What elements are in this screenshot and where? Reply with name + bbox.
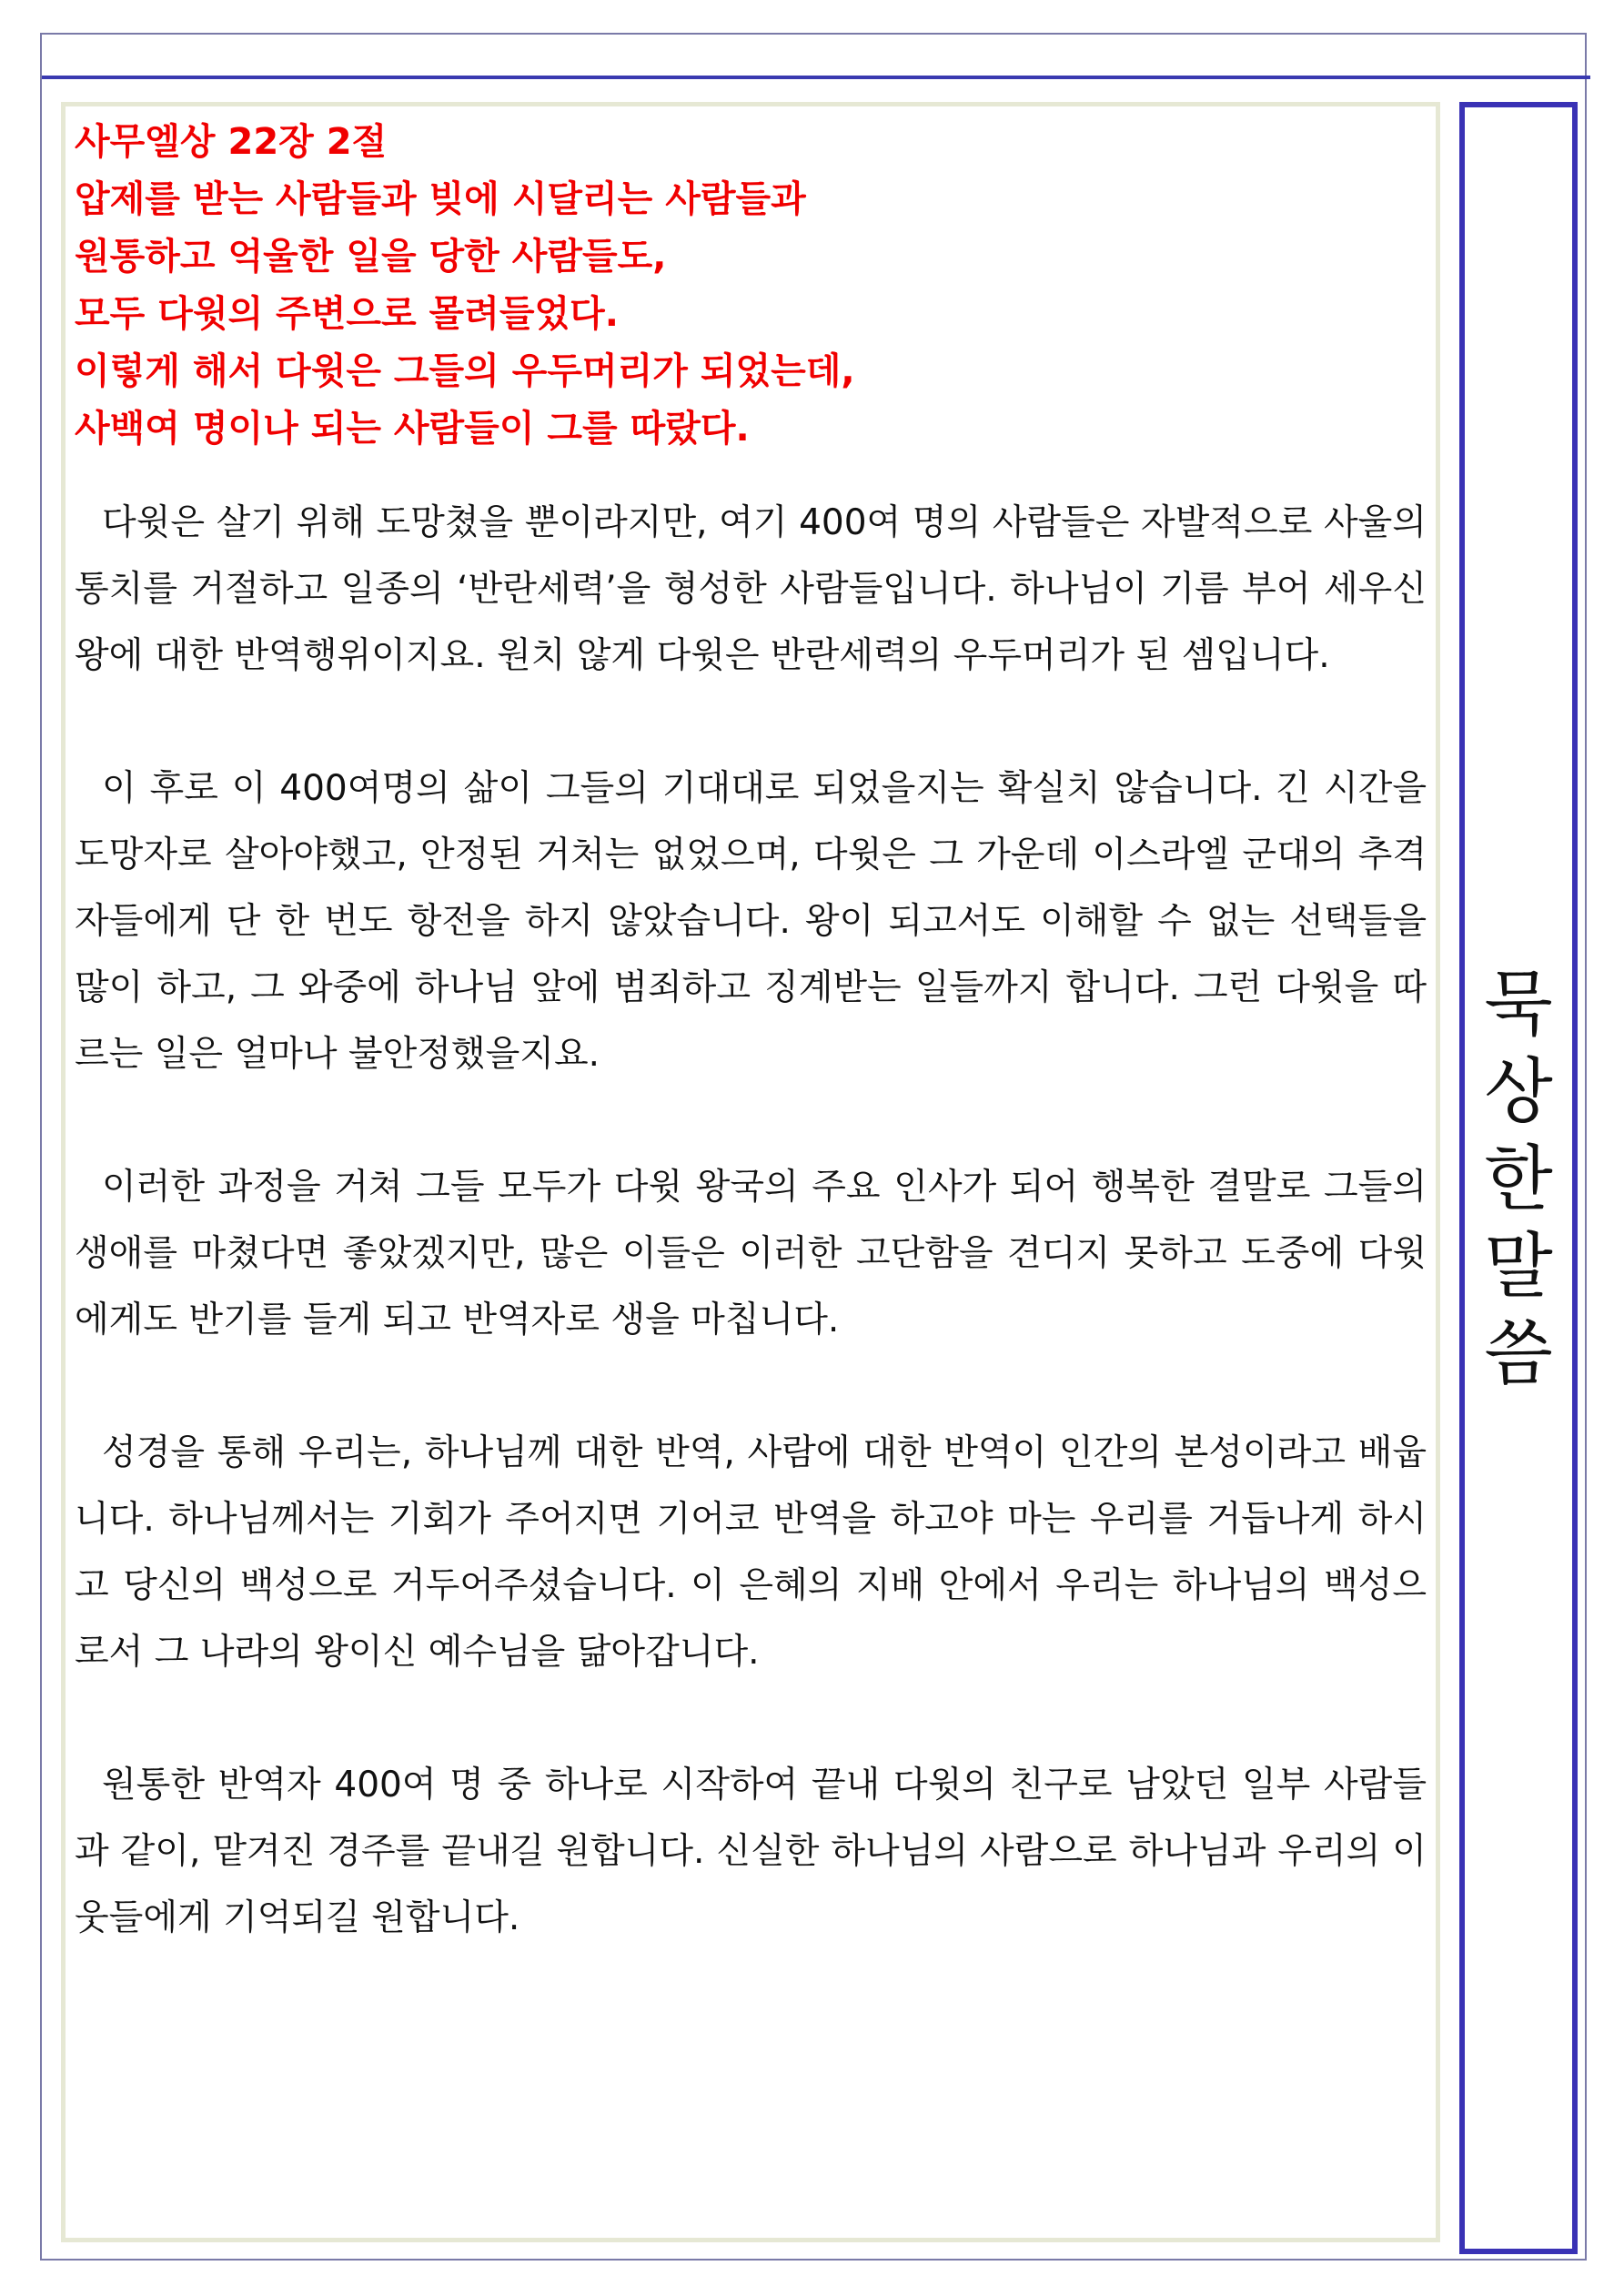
paragraph bbox=[75, 755, 1427, 1087]
paragraph bbox=[75, 1154, 1427, 1353]
paragraph bbox=[75, 1420, 1427, 1685]
side-title-char: 한 bbox=[1484, 1138, 1553, 1220]
verse-line: 모두 다윗의 주변으로 몰려들었다. bbox=[75, 293, 619, 335]
side-title-box bbox=[1459, 102, 1578, 2254]
verse-line: 이렇게 해서 다윗은 그들의 우두머리가 되었는데, bbox=[75, 350, 855, 392]
verse-reference: 사무엘상 22장 2절 bbox=[75, 121, 388, 163]
paragraph bbox=[75, 1752, 1427, 1951]
verse-line: 원통하고 억울한 일을 당한 사람들도, bbox=[75, 236, 667, 278]
header-rule bbox=[42, 76, 1590, 79]
paragraph-text: 다윗은 살기 위해 도망쳤을 뿐이라지만, 여기 400여 명의 사람들은 자발적으로 사울의 통치를 거절하고 일종의 ‘반란세력’을 형성한 사람들입니다. 하나님이 기름 부어 세우신 왕에 대한 반역행위이지요. 원치 않게 다윗은 반란세력의 우두머리가 된 셈입니다. bbox=[75, 502, 1427, 676]
verse-line: 사백여 명이나 되는 사람들이 그를 따랐다. bbox=[75, 408, 750, 450]
scripture-verse bbox=[75, 114, 1427, 458]
side-title-char: 묵 bbox=[1484, 964, 1553, 1046]
side-title-char: 상 bbox=[1484, 1051, 1553, 1133]
content-box bbox=[61, 102, 1440, 2242]
side-title-char: 말 bbox=[1484, 1226, 1553, 1308]
paragraph-text: 원통한 반역자 400여 명 중 하나로 시작하여 끝내 다윗의 친구로 남았던 일부 사람들과 같이, 맡겨진 경주를 끝내길 원합니다. 신실한 하나님의 사람으로 하나님과 우리의 이웃들에게 기억되길 원합니다. bbox=[75, 1765, 1427, 1938]
side-title bbox=[1465, 961, 1572, 1398]
paragraph bbox=[75, 490, 1427, 689]
paragraph-text: 이 후로 이 400여명의 삶이 그들의 기대대로 되었을지는 확실치 않습니다. 긴 시간을 도망자로 살아야했고, 안정된 거처는 없었으며, 다윗은 그 가운데 이스라엘 군대의 추격자들에게 단 한 번도 항전을 하지 않았습니다. 왕이 되고서도 이해할 수 없는 선택들을 많이 하고, 그 와중에 하나님 앞에 범죄하고 징계받는 일들까지 합니다. 그런 다윗을 따르는 일은 얼마나 불안정했을지요. bbox=[75, 768, 1427, 1075]
paragraph-text: 이러한 과정을 거쳐 그들 모두가 다윗 왕국의 주요 인사가 되어 행복한 결말로 그들의 생애를 마쳤다면 좋았겠지만, 많은 이들은 이러한 고단함을 견디지 못하고 도중에 다윗에게도 반기를 들게 되고 반역자로 생을 마칩니다. bbox=[75, 1167, 1427, 1340]
side-title-char: 씀 bbox=[1484, 1313, 1553, 1395]
paragraph-text: 성경을 통해 우리는, 하나님께 대한 반역, 사람에 대한 반역이 인간의 본성이라고 배웁니다. 하나님께서는 기회가 주어지면 기어코 반역을 하고야 마는 우리를 거듭나게 하시고 당신의 백성으로 거두어주셨습니다. 이 은혜의 지배 안에서 우리는 하나님의 백성으로서 그 나라의 왕이신 예수님을 닮아갑니다. bbox=[75, 1432, 1427, 1673]
verse-line: 압제를 받는 사람들과 빚에 시달리는 사람들과 bbox=[75, 178, 806, 220]
content-body bbox=[75, 114, 1427, 1951]
